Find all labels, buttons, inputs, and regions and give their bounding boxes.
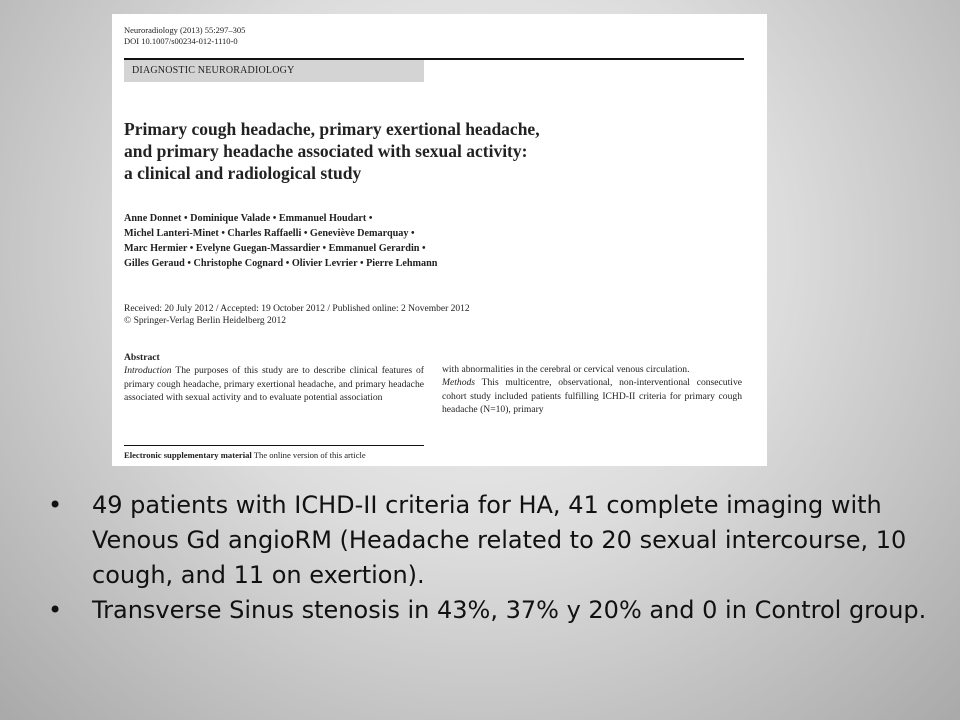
bullet-text: Transverse Sinus stenosis in 43%, 37% y 20% and 0 in Control group. bbox=[92, 596, 927, 624]
author-list bbox=[124, 211, 744, 271]
doi-line: DOI 10.1007/s00234-012-1110-0 bbox=[124, 36, 238, 46]
abstract-right-column bbox=[442, 363, 742, 417]
author-line: Gilles Geraud • Christophe Cognard • Olivier Levrier • Pierre Lehmann bbox=[124, 258, 438, 269]
abstract-intro bbox=[124, 364, 424, 404]
title-line: a clinical and radiological study bbox=[124, 163, 362, 183]
bullet-dot-icon: • bbox=[48, 596, 63, 624]
journal-citation bbox=[124, 25, 245, 47]
abstract-left-column bbox=[124, 351, 424, 405]
footnote-rule bbox=[124, 445, 424, 446]
abstract-heading: Abstract bbox=[124, 352, 160, 363]
right-text: with abnormalities in the cerebral or cervical venous circulation. bbox=[442, 364, 690, 375]
bullet-list bbox=[48, 488, 948, 628]
title-line: and primary headache associated with sexual activity: bbox=[124, 141, 528, 161]
received-line: Received: 20 July 2012 / Accepted: 19 October 2012 / Published online: 2 November 2012 bbox=[124, 304, 470, 314]
methods-text: This multicentre, observational, non-interventional consecutive cohort study included patients fulfilling ICHD-II criteria for primary cough headache (N=10), primary bbox=[442, 377, 742, 416]
publication-dates bbox=[124, 303, 744, 327]
bullet-text: 49 patients with ICHD-II criteria for HA, 41 complete imaging with Venous Gd angioRM (Headache related to 20 sexual intercourse, 10 cough, and 11 on exertion). bbox=[92, 491, 907, 589]
journal-line: Neuroradiology (2013) 55:297–305 bbox=[124, 25, 246, 35]
author-line: Anne Donnet • Dominique Valade • Emmanuel Houdart • bbox=[124, 213, 373, 224]
copyright-line: © Springer-Verlag Berlin Heidelberg 2012 bbox=[124, 316, 286, 326]
section-label: DIAGNOSTIC NEURORADIOLOGY bbox=[124, 60, 424, 82]
abstract-methods bbox=[442, 376, 742, 416]
bullet-item bbox=[48, 488, 948, 593]
supplementary-note bbox=[124, 450, 444, 461]
author-line: Marc Hermier • Evelyne Guegan-Massardier • Emmanuel Gerardin • bbox=[124, 243, 426, 254]
esm-text: The online version of this article bbox=[253, 450, 366, 460]
intro-label: Introduction bbox=[124, 365, 172, 377]
paper-title bbox=[124, 118, 744, 184]
author-line: Michel Lanteri-Minet • Charles Raffaelli • Geneviève Demarquay • bbox=[124, 228, 415, 239]
bullet-dot-icon: • bbox=[48, 491, 63, 519]
bullet-item bbox=[48, 593, 948, 628]
methods-label: Methods bbox=[442, 377, 476, 389]
paper-screenshot bbox=[112, 14, 767, 466]
intro-text: The purposes of this study are to describe clinical features of primary cough headache, primary exertional headache, and primary headache associated with sexual activity and to evaluate potential association bbox=[124, 365, 425, 404]
esm-label: Electronic supplementary material bbox=[124, 450, 252, 460]
title-line: Primary cough headache, primary exertional headache, bbox=[124, 119, 540, 139]
